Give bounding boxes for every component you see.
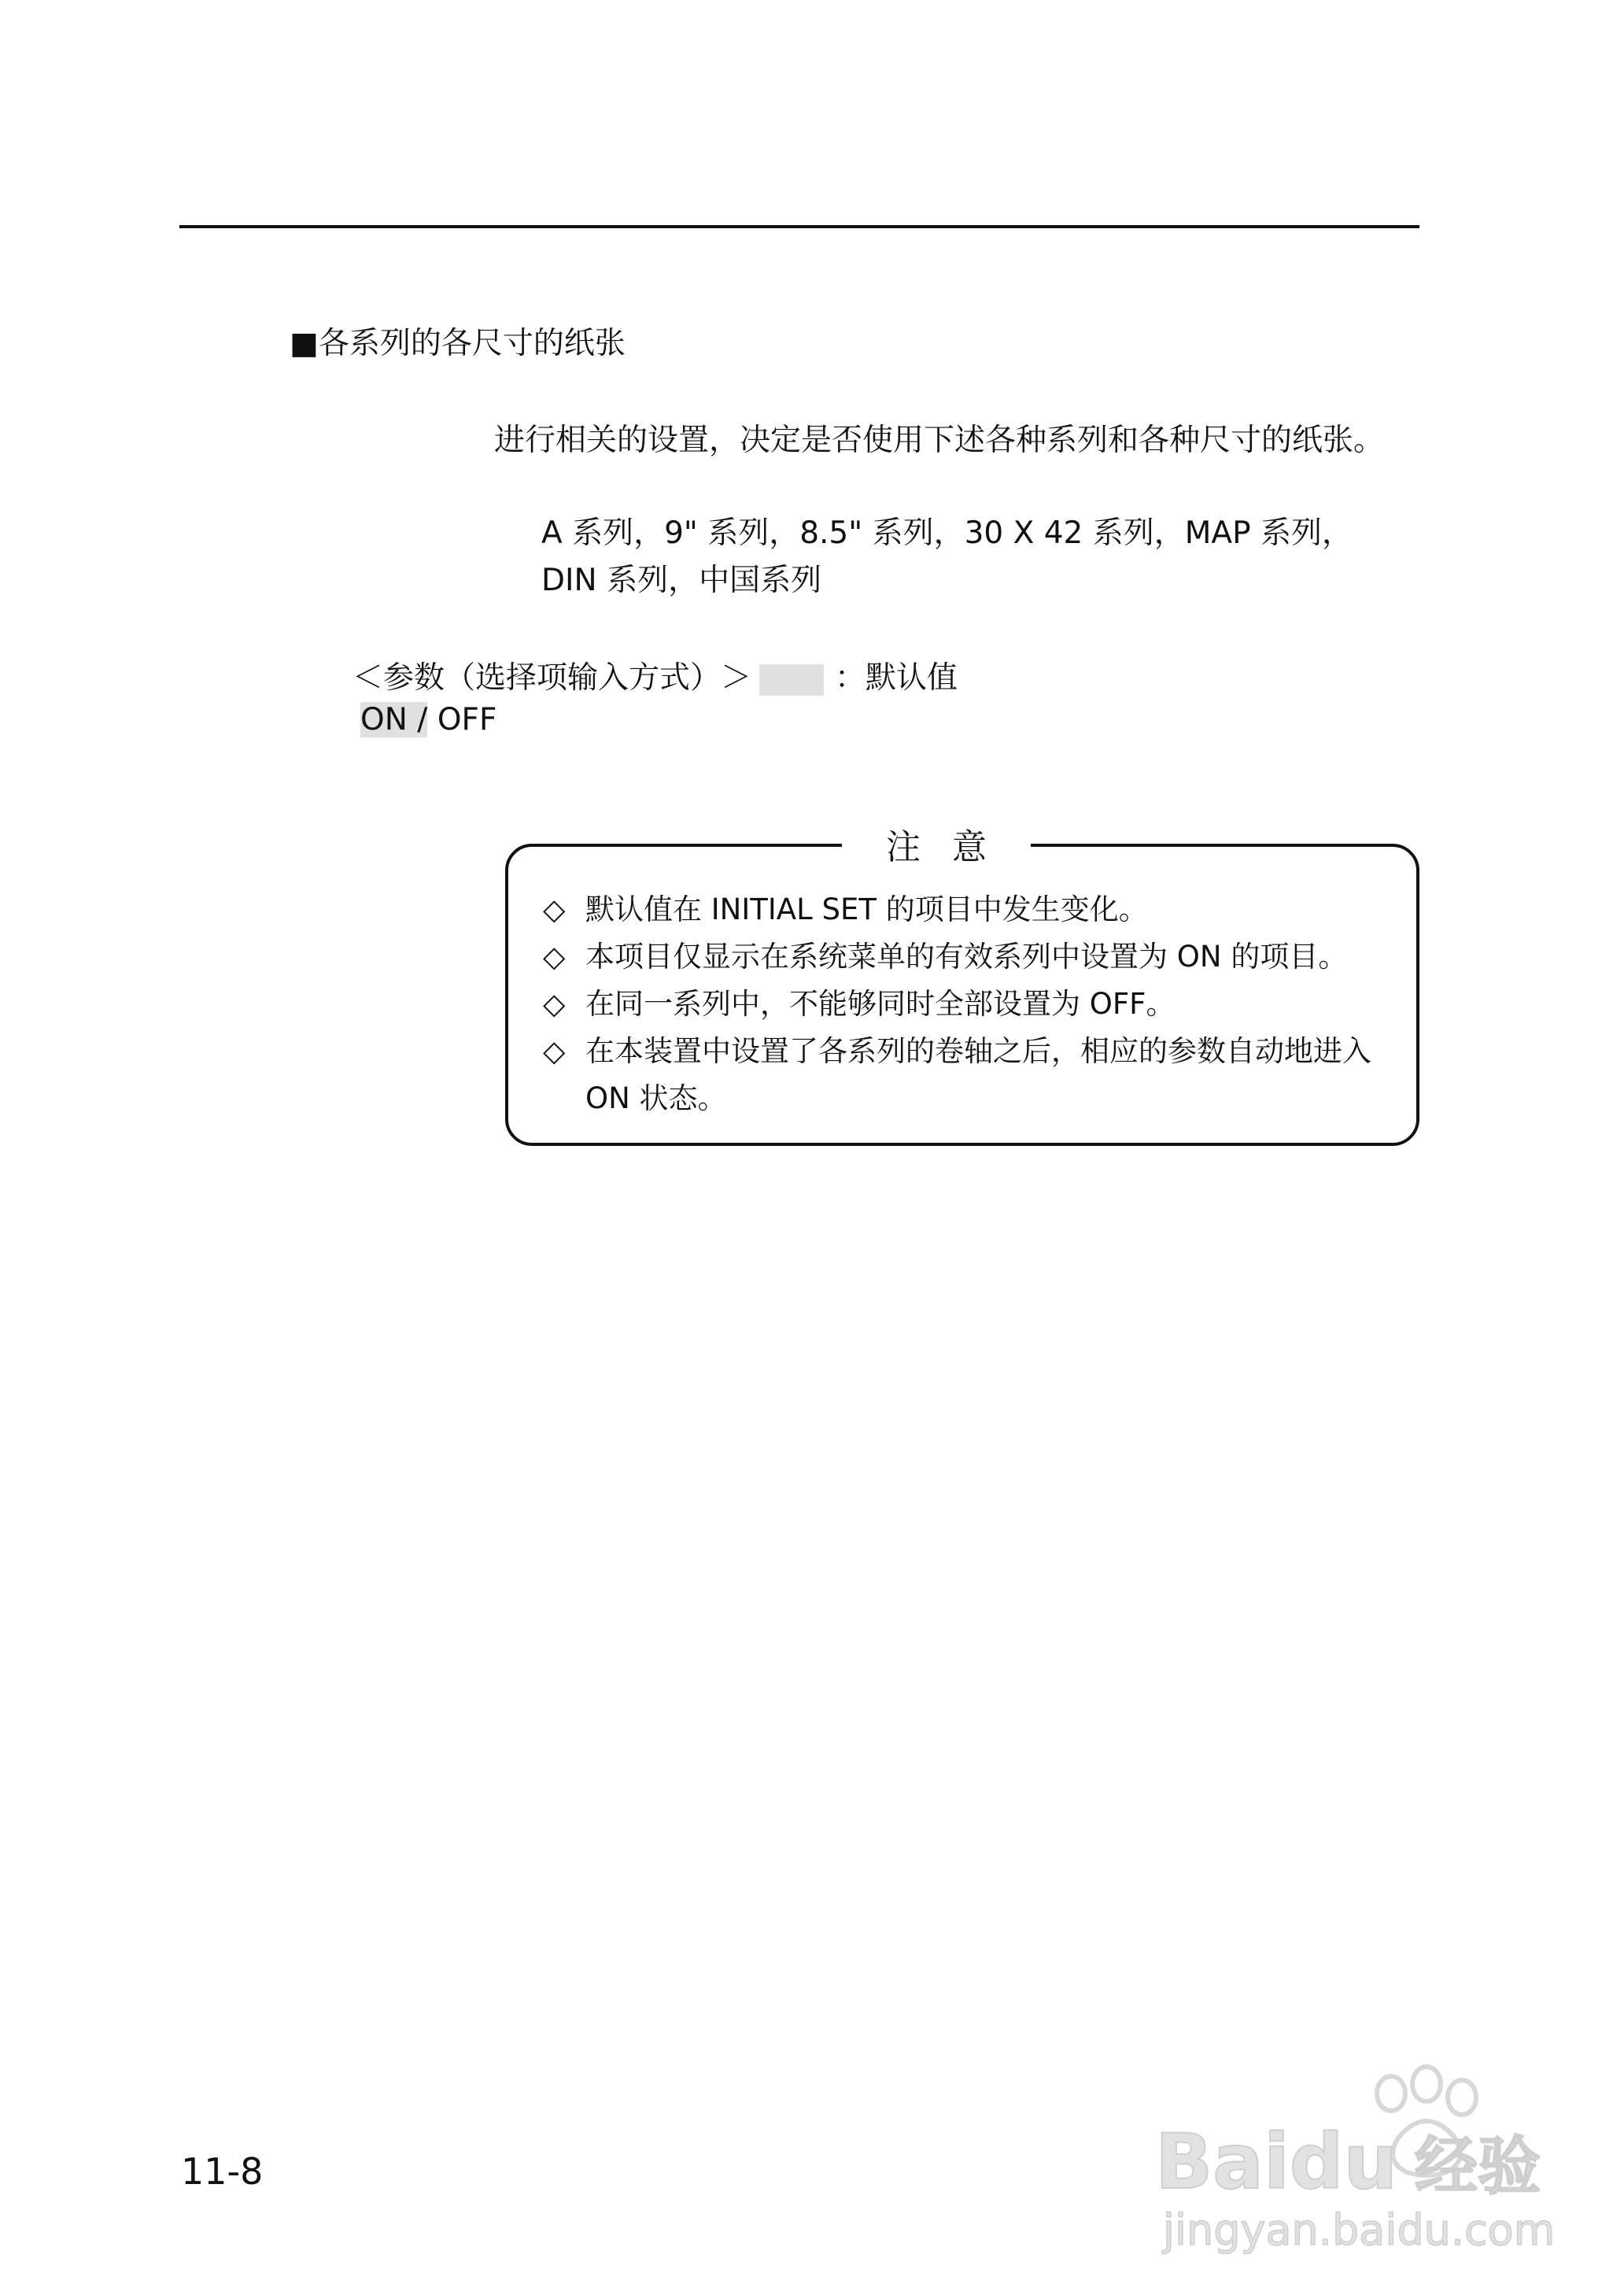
diamond-bullet-icon: ◇	[543, 940, 566, 974]
intro-text: 进行相关的设置，决定是否使用下述各种系列和各种尺寸的纸张。	[494, 423, 1385, 458]
notice-item-text: 在同一系列中，不能够同时全部设置为 OFF。	[585, 987, 1176, 1021]
notice-item	[543, 981, 1408, 1028]
default-value-label: ：默认值	[835, 660, 958, 696]
baidu-jingyan-watermark	[1155, 2062, 1564, 2259]
diamond-bullet-icon: ◇	[543, 893, 566, 926]
diamond-bullet-icon: ◇	[543, 1034, 566, 1068]
diamond-bullet-icon: ◇	[543, 987, 566, 1021]
notice-item-text: 默认值在 INITIAL SET 的项目中发生变化。	[585, 893, 1148, 926]
series-list-line-1: A 系列，9" 系列，8.5" 系列，30 X 42 系列，MAP 系列，	[541, 516, 1353, 551]
watermark-url: jingyan.baidu.com	[1163, 2205, 1556, 2255]
watermark-brand: Baidu	[1155, 2118, 1397, 2206]
option-off: OFF	[427, 702, 497, 737]
notice-item	[543, 933, 1408, 981]
notice-title: 注意	[842, 819, 1031, 869]
notice-item-text: 在本装置中设置了各系列的卷轴之后，相应的参数自动地进入 ON 状态。	[585, 1034, 1371, 1115]
page-number: 11-8	[181, 2150, 264, 2193]
notice-item	[543, 886, 1408, 933]
parameter-label: ＜参数（选择项输入方式）＞	[352, 660, 752, 696]
notice-item-text: 本项目仅显示在系统菜单的有效系列中设置为 ON 的项目。	[585, 940, 1348, 974]
parameter-line	[352, 653, 958, 697]
header-rule	[179, 225, 1419, 228]
notice-item	[543, 1028, 1408, 1122]
watermark-brand-cn: 经验	[1415, 2130, 1541, 2203]
option-values	[360, 702, 496, 737]
notice-list	[543, 886, 1408, 1122]
series-list-line-2: DIN 系列，中国系列	[541, 563, 822, 598]
default-value-swatch	[759, 664, 824, 696]
option-on-default: ON /	[360, 702, 428, 737]
section-heading: ■各系列的各尺寸的纸张	[290, 326, 626, 361]
